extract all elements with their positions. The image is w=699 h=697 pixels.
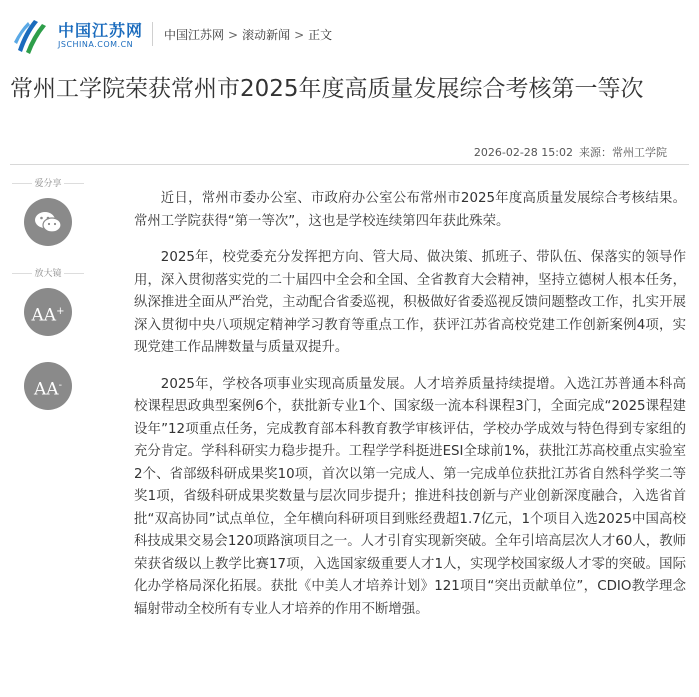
article-sidebar bbox=[8, 176, 88, 410]
breadcrumb-section[interactable]: 滚动新闻 bbox=[242, 28, 291, 42]
header-divider bbox=[152, 22, 153, 46]
wechat-icon bbox=[34, 210, 62, 234]
article-paragraph: 2025年，学校各项事业实现高质量发展。人才培养质量持续提增。入选江苏普通本科高校课程思政典型案例6个，获批新专业1个、国家级一流本科课程3门，全面完成“2025课程建设年”12项重点任务，完成教育部本科教育教学审核评估，学校办学成效与特色得到专家组的充分肯定。学科科研实力稳步提升。工程学学科挺进ESI全球前1%，获批江苏高校重点实验室2个、省部级科研成果奖10项，首次以第一完成人、第一完成单位获批江苏省自然科学奖二等奖1项，省级科研成果奖数量与层次同步提升；推进科技创新与产业创新深度融合，入选省首批“双高协同”试点单位，全年横向科研项目到账经费超1.7亿元，1个项目入选2025中国高校科技成果交易会120项路演项目之一。人才引育实现新突破。全年引培高层次人才60人，教师荣获省级以上教学比赛17项，入选国家级重要人才1人，实现学校国家级人才零的突破。国际化办学格局深化拓展。获批《中美人才培养计划》121项目“突出贡献单位”，CDIO教学理念辐射带动全校所有专业人才培养的作用不断增强。 bbox=[134, 376, 686, 617]
breadcrumb-current: 正文 bbox=[308, 28, 333, 42]
logo-name: 中国江苏网 bbox=[58, 21, 144, 40]
article-body bbox=[134, 188, 686, 635]
logo-mark-icon bbox=[12, 12, 52, 56]
zoom-in-button[interactable] bbox=[24, 288, 72, 336]
site-logo[interactable] bbox=[12, 12, 142, 56]
breadcrumb-separator: > bbox=[294, 28, 305, 42]
article-source: 来源：常州工学院 bbox=[579, 146, 667, 159]
article-datetime: 2026-02-28 15:02 bbox=[473, 146, 573, 159]
breadcrumb-home[interactable]: 中国江苏网 bbox=[164, 28, 225, 42]
breadcrumb bbox=[164, 26, 332, 43]
article-title: 常州工学院荣获常州市2025年度高质量发展综合考核第一等次 bbox=[10, 76, 644, 102]
site-header bbox=[0, 0, 699, 68]
zoom-in-icon: AA+ bbox=[31, 305, 65, 326]
title-divider bbox=[10, 164, 689, 165]
wechat-share-button[interactable] bbox=[24, 198, 72, 246]
zoom-out-icon: AA- bbox=[34, 379, 62, 400]
article-paragraph: 近日，常州市委办公室、市政府办公室公布常州市2025年度高质量发展综合考核结果。常州工学院获得“第一等次”，这也是学校连续第四年获此殊荣。 bbox=[134, 191, 686, 229]
article-paragraph: 2025年，校党委充分发挥把方向、管大局、做决策、抓班子、带队伍、保落实的领导作用，深入贯彻落实党的二十届四中全会和全国、全省教育大会精神，坚持立德树人根本任务，纵深推进全面从严治党，主动配合省委巡视，积极做好省委巡视反馈问题整改工作，扎实开展深入贯彻中央八项规定精神学习教育等重点工作，获评江苏省高校党建工作创新案例4项，实现党建工作品牌数量与质量双提升。 bbox=[134, 250, 686, 355]
share-label: 爱分享 bbox=[8, 176, 88, 192]
article-meta bbox=[474, 144, 667, 160]
breadcrumb-separator: > bbox=[228, 28, 239, 42]
zoom-out-button[interactable] bbox=[24, 362, 72, 410]
zoom-label: 放大镜 bbox=[8, 266, 88, 282]
logo-domain: JSCHINA.COM.CN bbox=[58, 40, 134, 49]
